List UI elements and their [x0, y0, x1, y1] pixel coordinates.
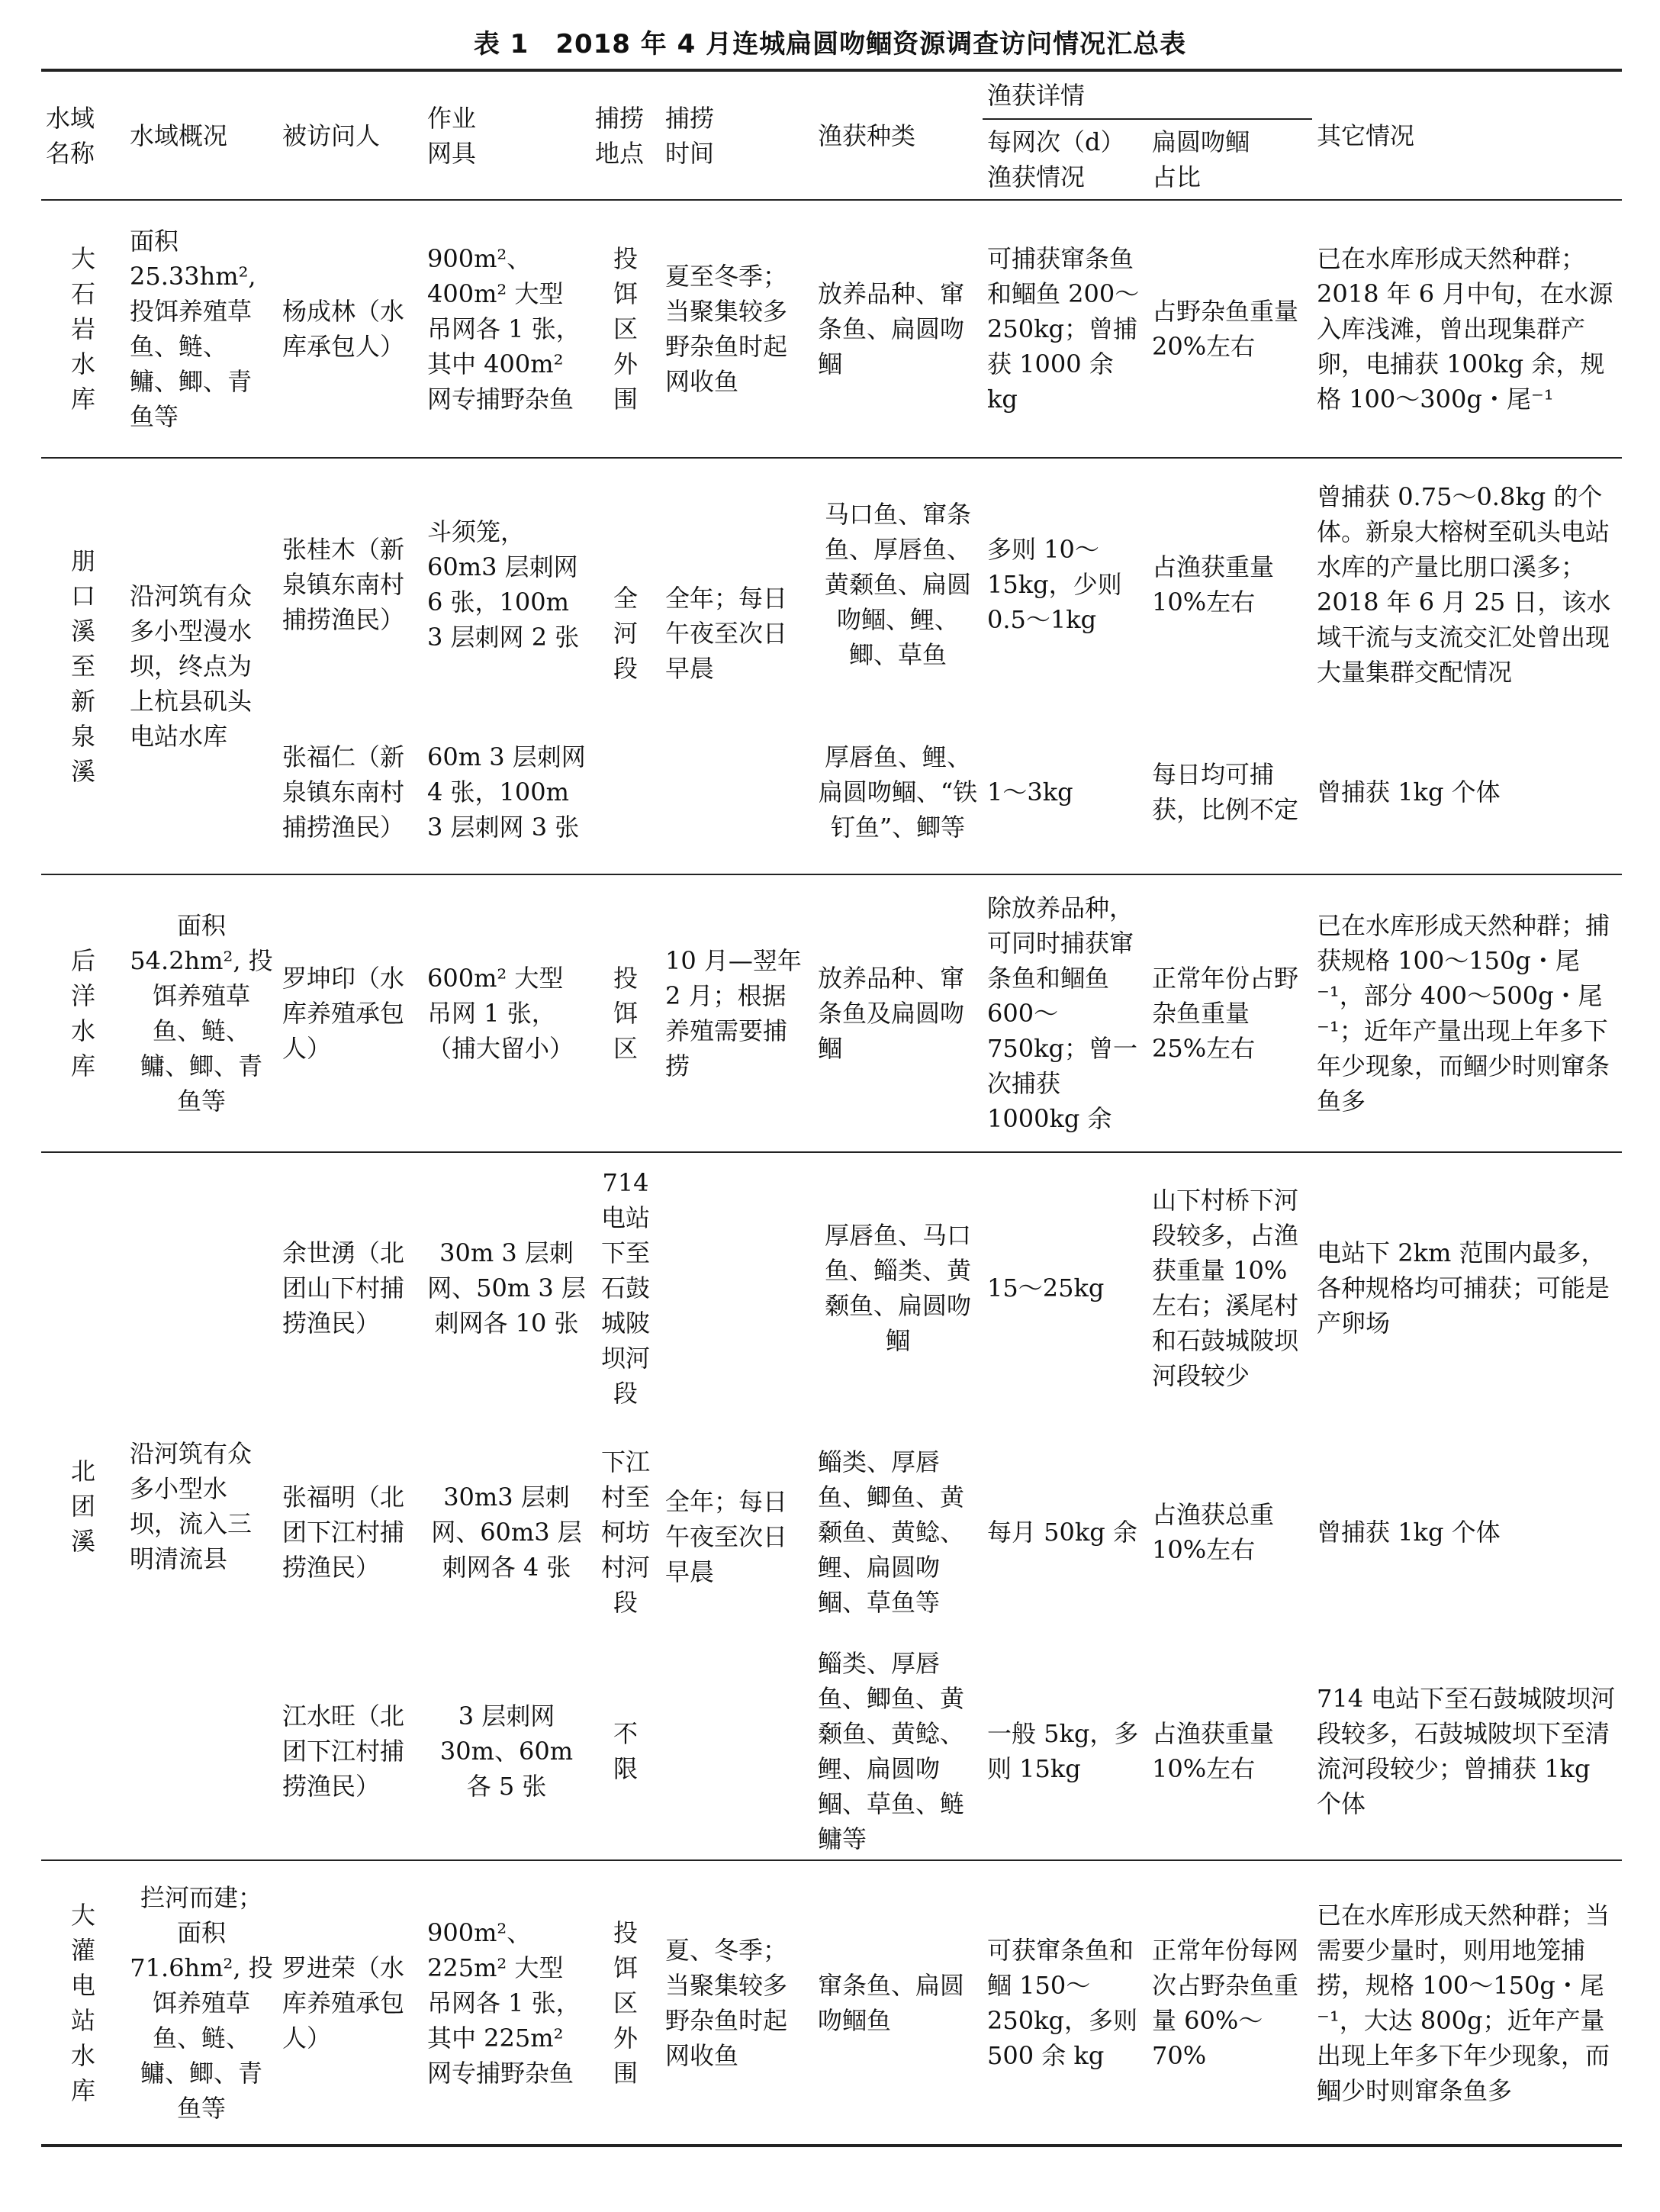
interviewee-cell: 杨成林（水库承包人） [278, 200, 423, 458]
water-name-pengkou: 朋 口 溪 至 新 泉 溪 [41, 458, 125, 874]
location-cell: 714 电站下至石鼓城陂坝河段 [600, 1167, 650, 1408]
water-name-houyang: 后 洋 水 库 [41, 874, 125, 1152]
time-cell: 夏、冬季；当聚集较多野杂鱼时起网收鱼 [661, 1860, 813, 2146]
header-gear: 作业 网具 [423, 70, 590, 200]
table-row [41, 1422, 1622, 1642]
overview-cell: 沿河筑有众多小型漫水坝，终点为上杭县矶头电站水库 [125, 458, 278, 874]
ratio-cell: 正常年份每网次占野杂鱼重量 60%～70% [1147, 1860, 1312, 2146]
per-net-cell: 15～25kg [987, 1273, 1105, 1302]
interviewee-cell: 余世湧（北团山下村捕捞渔民） [282, 1238, 405, 1338]
per-net-cell: 1～3kg [983, 710, 1147, 874]
species-cell: 厚唇鱼、马口鱼、鲻类、黄颡鱼、扁圆吻鲴 [824, 1220, 971, 1355]
other-cell: 电站下 2km 范围内最多，各种规格均可捕获；可能是产卵场 [1317, 1238, 1610, 1338]
gear-cell: 600m² 大型吊网 1 张，（捕大留小） [423, 874, 590, 1152]
header-time: 捕捞 时间 [661, 70, 813, 200]
overview-cell: 面积 25.33hm², 投饵养殖草鱼、鲢、鳙、鲫、青鱼等 [125, 200, 278, 458]
per-net-cell: 除放养品种，可同时捕获窜条鱼和鲴鱼 600～750kg；曾一次捕获 1000kg 余 [983, 874, 1147, 1152]
other-cell: 已在水库形成天然种群；当需要少量时，则用地笼捕捞，规格 100～150g・尾⁻¹，大达 800g；近年产量出现上年多下年少现象，而鲴少时则窜条鱼多 [1312, 1860, 1622, 2146]
table-row [41, 1860, 1622, 2146]
header-interviewee: 被访问人 [278, 70, 423, 200]
table-row [41, 710, 1622, 874]
time-cell: 夏至冬季；当聚集较多野杂鱼时起网收鱼 [661, 200, 813, 458]
location-cell: 不 限 [590, 1642, 661, 1860]
ratio-cell: 占渔获重量 10%左右 [1152, 552, 1275, 617]
ratio-cell: 正常年份占野杂鱼重量 25%左右 [1147, 874, 1312, 1152]
location-cell: 下江村至柯坊村河段 [600, 1447, 650, 1617]
other-cell: 曾捕获 1kg 个体 [1317, 1518, 1501, 1547]
water-name-dashiyan: 大 石 岩 水 库 [41, 200, 125, 458]
water-name-daguan: 大 灌 电 站 水 库 [41, 1860, 125, 2146]
per-net-cell: 可获窜条鱼和鲴 150～250kg，多则 500 余 kg [983, 1860, 1147, 2146]
survey-table [41, 69, 1622, 2147]
gear-cell: 30m 3 层刺网、50m 3 层刺网各 10 张 [427, 1238, 586, 1338]
per-net-cell: 可捕获窜条鱼和鲴鱼 200～250kg；曾捕获 1000 余 kg [983, 200, 1147, 458]
per-net-cell: 一般 5kg，多则 15kg [983, 1642, 1147, 1860]
interviewee-cell: 罗进荣（水库养殖承包人） [278, 1860, 423, 2146]
other-cell: 714 电站下至石鼓城陂坝河段较多，石鼓城陂坝下至清流河段较少；曾捕获 1kg 个体 [1312, 1642, 1622, 1860]
species-cell: 鲻类、厚唇鱼、鲫鱼、黄颡鱼、黄鲶、鲤、扁圆吻鲴、草鱼、鲢鳙等 [813, 1642, 983, 1860]
table-row [41, 1642, 1622, 1860]
table-title: 表 1 2018 年 4 月连城扁圆吻鲴资源调查访问情况汇总表 [473, 29, 1187, 60]
table-row [41, 1152, 1622, 1422]
header-water-name: 水域 名称 [41, 70, 125, 200]
gear-cell: 30m3 层刺网、60m3 层刺网各 4 张 [431, 1483, 582, 1582]
other-cell: 已在水库形成天然种群；2018 年 6 月中旬，在水源入库浅滩，曾出现集群产卵，电捕获 100kg 余，规格 100～300g・尾⁻¹ [1312, 200, 1622, 458]
gear-cell: 60m 3 层刺网 4 张，100m 3 层刺网 3 张 [423, 710, 590, 874]
species-cell: 鲻类、厚唇鱼、鲫鱼、黄颡鱼、黄鲶、鲤、扁圆吻鲴、草鱼等 [818, 1447, 965, 1617]
other-cell: 曾捕获 1kg 个体 [1312, 710, 1622, 874]
ratio-cell: 山下村桥下河段较多，占渔获重量 10% 左右；溪尾村和石鼓城陂坝河段较少 [1152, 1185, 1299, 1390]
ratio-cell: 占渔获重量 10%左右 [1147, 1642, 1312, 1860]
gear-cell: 3 层刺网 30m、60m 各 5 张 [423, 1642, 590, 1860]
header-species: 渔获种类 [813, 70, 983, 200]
other-cell: 已在水库形成天然种群；捕获规格 100～150g・尾⁻¹，部分 400～500g・尾⁻¹；近年产量出现上年多下年少现象，而鲴少时则窜条鱼多 [1312, 874, 1622, 1152]
species-cell: 放养品种、窜条鱼、扁圆吻鲴 [813, 200, 983, 458]
gear-cell: 斗须笼，60m3 层刺网 6 张，100m 3 层刺网 2 张 [427, 517, 580, 652]
water-name-beituan: 北 团 溪 [41, 1152, 125, 1860]
gear-cell: 900m²、400m² 大型吊网各 1 张，其中 400m² 网专捕野杂鱼 [423, 200, 590, 458]
header-other: 其它情况 [1312, 70, 1622, 200]
location-cell: 全 河 段 [590, 458, 661, 874]
location-cell: 投 饵 区 [590, 874, 661, 1152]
time-cell: 全年；每日午夜至次日早晨 [661, 458, 813, 874]
header-location: 捕捞 地点 [590, 70, 661, 200]
overview-cell: 面积 54.2hm², 投饵养殖草鱼、鲢、鳙、鲫、青鱼等 [125, 874, 278, 1152]
header-per-net: 每网次（d） 渔获情况 [983, 119, 1147, 200]
location-cell: 投 饵 区 外 围 [590, 1860, 661, 2146]
table-row [41, 874, 1622, 1152]
location-cell: 投 饵 区 外 围 [590, 200, 661, 458]
interviewee-cell: 张福明（北团下江村捕捞渔民） [282, 1483, 405, 1582]
interviewee-cell: 张福仁（新泉镇东南村捕捞渔民） [278, 710, 423, 874]
header-ratio: 扁圆吻鲴 占比 [1147, 119, 1312, 200]
interviewee-cell: 张桂木（新泉镇东南村捕捞渔民） [282, 534, 405, 634]
table-row [41, 200, 1622, 458]
header-catch-detail: 渔获详情 [987, 80, 1086, 110]
ratio-cell: 占渔获总重 10%左右 [1152, 1500, 1275, 1564]
per-net-cell: 每月 50kg 余 [987, 1518, 1137, 1547]
header-overview: 水域概况 [125, 70, 278, 200]
ratio-cell: 占野杂鱼重量 20%左右 [1147, 200, 1312, 458]
time-cell: 全年；每日午夜至次日早晨 [661, 1152, 813, 1860]
species-cell: 厚唇鱼、鲤、扁圆吻鲴、“铁钉鱼”、鲫等 [813, 710, 983, 874]
other-cell: 曾捕获 0.75～0.8kg 的个体。新泉大榕树至矶头电站水库的产量比朋口溪多；2018 年 6 月 25 日，该水域干流与支流交汇处曾出现大量集群交配情况 [1317, 481, 1611, 687]
per-net-cell: 多则 10～15kg，少则 0.5～1kg [987, 534, 1122, 634]
gear-cell: 900m²、225m² 大型吊网各 1 张，其中 225m² 网专捕野杂鱼 [423, 1860, 590, 2146]
species-cell: 放养品种、窜条鱼及扁圆吻鲴 [813, 874, 983, 1152]
table-row [41, 458, 1622, 710]
species-cell: 窜条鱼、扁圆吻鲴鱼 [813, 1860, 983, 2146]
overview-cell: 沿河筑有众多小型水坝，流入三明清流县 [125, 1152, 278, 1860]
ratio-cell: 每日均可捕获，比例不定 [1147, 710, 1312, 874]
overview-cell: 拦河而建；面积 71.6hm², 投饵养殖草鱼、鲢、鳙、鲫、青鱼等 [125, 1860, 278, 2146]
time-cell: 10 月—翌年 2 月；根据养殖需要捕捞 [661, 874, 813, 1152]
species-cell: 马口鱼、窜条鱼、厚唇鱼、黄颡鱼、扁圆吻鲴、鲤、鲫、草鱼 [824, 499, 971, 669]
interviewee-cell: 罗坤印（水库养殖承包人） [278, 874, 423, 1152]
interviewee-cell: 江水旺（北团下江村捕捞渔民） [278, 1642, 423, 1860]
